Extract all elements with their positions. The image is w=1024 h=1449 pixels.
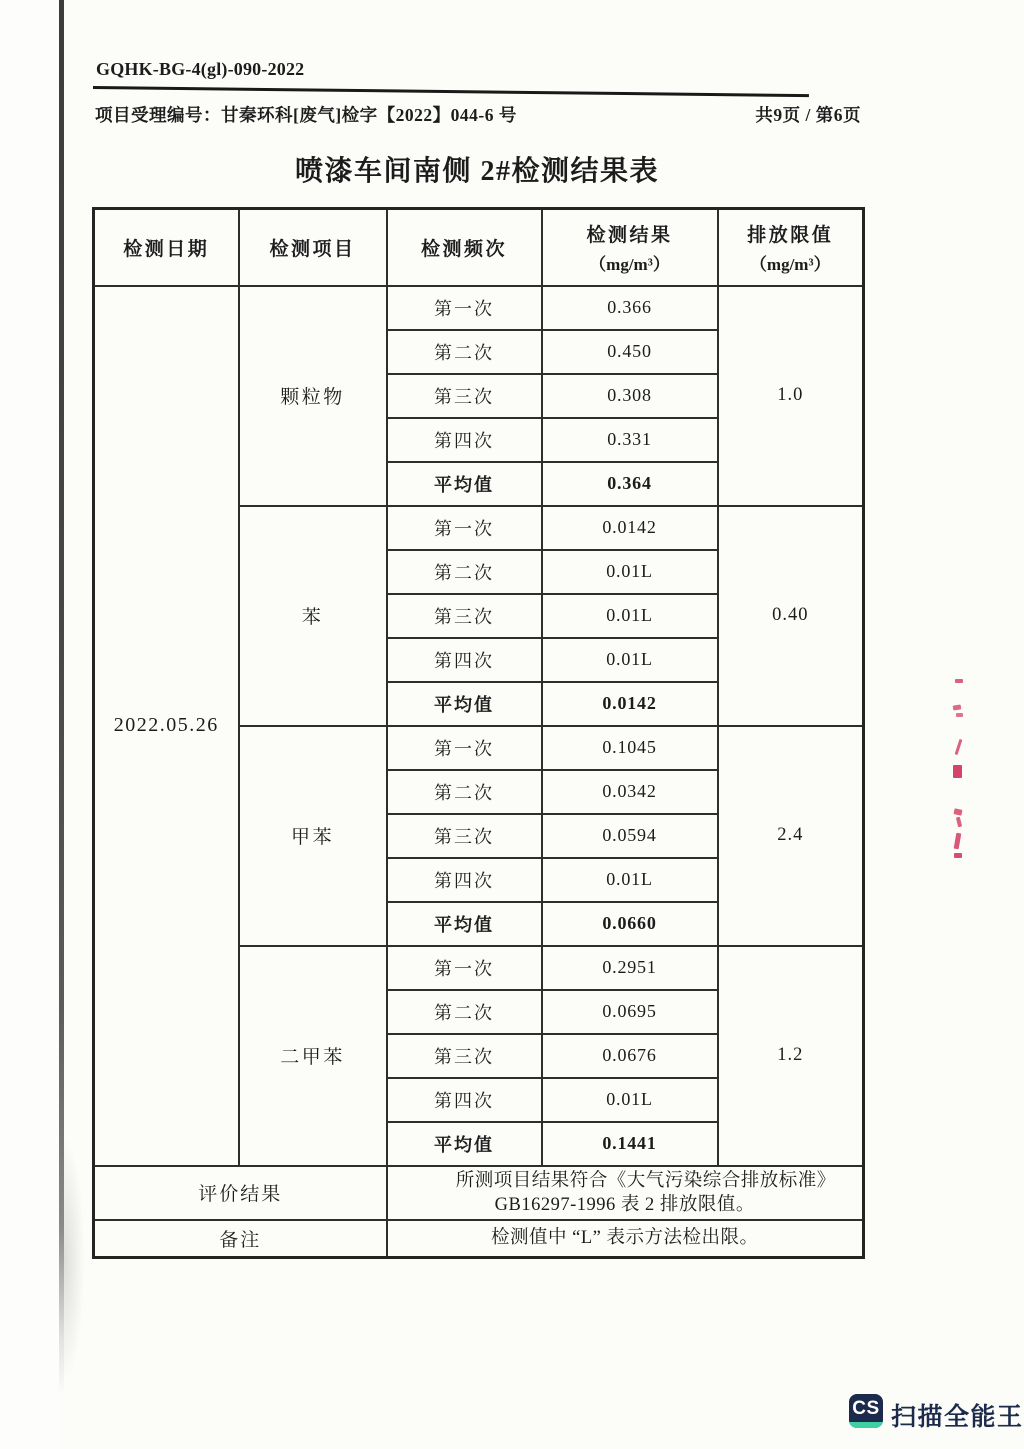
- freq-cell: 第四次: [387, 1078, 542, 1122]
- freq-cell: 第三次: [387, 594, 542, 638]
- stamp-mark: [953, 704, 962, 710]
- stamp-mark: [956, 817, 962, 828]
- col-header-result: [542, 209, 718, 286]
- value-cell: 0.0676: [542, 1034, 718, 1078]
- evaluation-line1: 所测项目结果符合《大气污染综合排放标准》: [455, 1170, 836, 1191]
- value-cell: 0.366: [542, 286, 718, 330]
- evaluation-line2: GB16297-1996 表 2 排放限值。: [494, 1194, 755, 1215]
- value-cell: 0.0142: [542, 506, 718, 550]
- value-cell: 0.1045: [542, 726, 718, 770]
- col-header-limit: [718, 209, 864, 286]
- value-cell: 0.01L: [542, 638, 718, 682]
- value-cell: 0.01L: [542, 594, 718, 638]
- col-header-date: 检测日期: [94, 209, 239, 286]
- item-cell-toluene: 甲苯: [239, 726, 387, 946]
- document-meta-row: [95, 102, 861, 127]
- value-cell: 0.0594: [542, 814, 718, 858]
- limit-cell-benzene: 0.40: [718, 506, 864, 726]
- document-code: GQHK-BG-4(gl)-090-2022: [96, 59, 305, 79]
- col-header-result-title: 检测结果: [586, 224, 673, 246]
- stamp-mark: [954, 853, 962, 858]
- col-header-freq: 检测频次: [387, 209, 542, 286]
- stamp-mark: [954, 833, 962, 850]
- camscanner-logo-icon: [849, 1394, 883, 1428]
- results-table: [92, 207, 865, 1259]
- freq-cell: 第一次: [387, 286, 542, 330]
- table-header-row: [94, 209, 864, 286]
- col-header-limit-unit: （mg/m³）: [749, 254, 831, 274]
- freq-cell: 平均值: [387, 462, 542, 506]
- freq-cell: 第二次: [387, 770, 542, 814]
- page-title: 喷漆车间南侧 2#检测结果表: [294, 156, 659, 187]
- item-cell-particulate: 颗粒物: [239, 286, 387, 506]
- value-cell: 0.364: [542, 462, 718, 506]
- limit-cell-toluene: 2.4: [718, 726, 864, 946]
- acceptance-number: 项目受理编号：甘秦环科[废气]检字【2022】044-6 号: [95, 105, 517, 125]
- value-cell: 0.450: [542, 330, 718, 374]
- col-header-limit-title: 排放限值: [747, 224, 834, 246]
- limit-cell-particulate: 1.0: [718, 286, 864, 506]
- freq-cell: 第二次: [387, 990, 542, 1034]
- remark-content: 检测值中 “L” 表示方法检出限。: [387, 1220, 864, 1258]
- freq-cell: 第四次: [387, 638, 542, 682]
- freq-cell: 第三次: [387, 814, 542, 858]
- freq-cell: 第四次: [387, 858, 542, 902]
- freq-cell: 平均值: [387, 682, 542, 726]
- freq-cell: 第三次: [387, 1034, 542, 1078]
- remark-row: [94, 1220, 864, 1258]
- value-cell: 0.0695: [542, 990, 718, 1034]
- page-indicator: 共9页 / 第6页: [755, 105, 861, 125]
- item-cell-benzene: 苯: [239, 506, 387, 726]
- value-cell: 0.1441: [542, 1122, 718, 1166]
- table-row: [94, 286, 864, 330]
- freq-cell: 第二次: [387, 550, 542, 594]
- value-cell: 0.01L: [542, 858, 718, 902]
- freq-cell: 平均值: [387, 902, 542, 946]
- value-cell: 0.331: [542, 418, 718, 462]
- scan-edge-shadow: [64, 1120, 86, 1430]
- value-cell: 0.0660: [542, 902, 718, 946]
- stamp-mark: [955, 679, 963, 683]
- item-cell-xylene: 二甲苯: [239, 946, 387, 1166]
- test-date-cell: 2022.05.26: [94, 286, 239, 1166]
- stamp-mark: [956, 713, 963, 717]
- camscanner-logo-teal-bar: [849, 1422, 883, 1428]
- evaluation-row: [94, 1166, 864, 1220]
- freq-cell: 第三次: [387, 374, 542, 418]
- evaluation-content: [387, 1166, 864, 1220]
- stamp-mark: [953, 808, 962, 816]
- col-header-result-unit: （mg/m³）: [589, 254, 670, 274]
- value-cell: 0.2951: [542, 946, 718, 990]
- scan-outside-page: [0, 0, 59, 1449]
- col-header-item: 检测项目: [239, 209, 387, 286]
- freq-cell: 平均值: [387, 1122, 542, 1166]
- value-cell: 0.308: [542, 374, 718, 418]
- stamp-mark: [953, 765, 962, 778]
- header-rule: [93, 86, 809, 97]
- freq-cell: 第一次: [387, 946, 542, 990]
- value-cell: 0.0142: [542, 682, 718, 726]
- evaluation-label: 评价结果: [94, 1166, 387, 1220]
- camscanner-brand-text: 扫描全能王: [891, 1403, 1024, 1431]
- stamp-mark: [955, 739, 963, 755]
- camscanner-logo-text: CS: [852, 1398, 880, 1419]
- freq-cell: 第四次: [387, 418, 542, 462]
- limit-cell-xylene: 1.2: [718, 946, 864, 1166]
- freq-cell: 第一次: [387, 726, 542, 770]
- value-cell: 0.01L: [542, 550, 718, 594]
- value-cell: 0.01L: [542, 1078, 718, 1122]
- freq-cell: 第二次: [387, 330, 542, 374]
- value-cell: 0.0342: [542, 770, 718, 814]
- freq-cell: 第一次: [387, 506, 542, 550]
- remark-label: 备注: [94, 1220, 387, 1258]
